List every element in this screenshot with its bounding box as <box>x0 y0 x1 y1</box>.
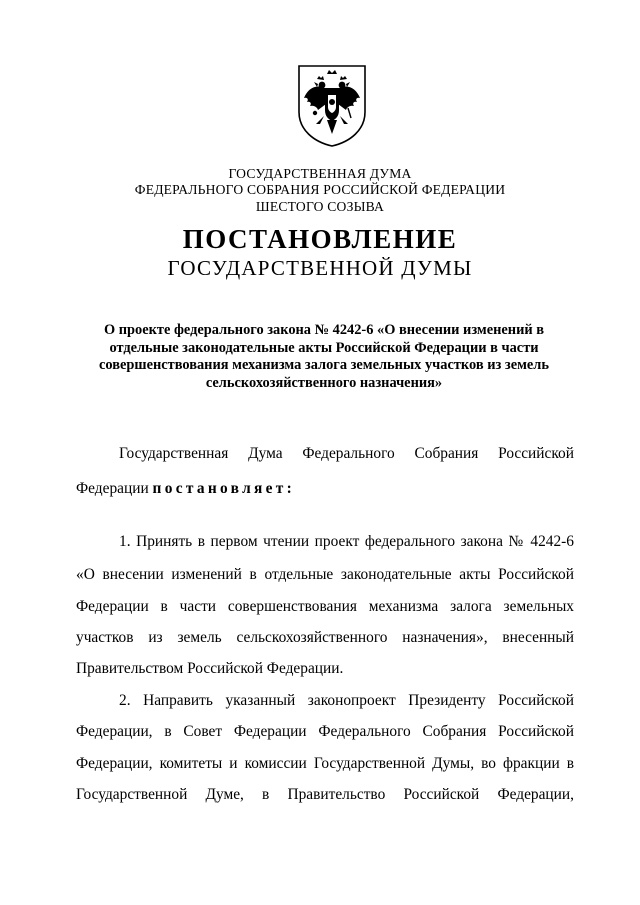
item2-line-2: Федерации, в Совет Федерации Федерального Собрания Российской <box>76 723 574 740</box>
preamble-start: Федерации <box>76 480 153 497</box>
preamble-line-2 <box>76 481 574 496</box>
subject-line-4: сельскохозяйственного назначения» <box>205 374 443 391</box>
subject-line-1: О проекте федерального закона № 4242-6 «О внесении изменений в <box>103 322 545 338</box>
header-line-1: ГОСУДАРСТВЕННАЯ ДУМА <box>228 166 412 181</box>
item2-line-1: 2. Направить указанный законопроект Президенту Российской <box>119 692 574 709</box>
item2-line-4: Государственной Думе, в Правительство Российской Федерации, <box>76 786 574 803</box>
header-line-3: ШЕСТОГО СОЗЫВА <box>255 199 385 214</box>
double-headed-eagle-icon <box>296 64 368 148</box>
item1-line-2: «О внесении изменений в отдельные законодательные акты Российской <box>76 566 574 583</box>
item1-line-4: участков из земель сельскохозяйственного назначения», внесенный <box>76 629 574 646</box>
coat-of-arms-emblem <box>296 64 368 148</box>
item1-line-3: Федерации в части совершенствования механизма залога земельных <box>76 598 574 615</box>
header-line-2: ФЕДЕРАЛЬНОГО СОБРАНИЯ РОССИЙСКОЙ ФЕДЕРАЦИИ <box>134 182 506 197</box>
document-subtitle: ГОСУДАРСТВЕННОЙ ДУМЫ <box>167 256 473 280</box>
subject-line-2: отдельные законодательные акты Российской Федерации в части <box>109 339 539 356</box>
item1-line-5: Правительством Российской Федерации. <box>76 660 344 677</box>
decree-word: постановляет: <box>152 480 296 497</box>
document-title: ПОСТАНОВЛЕНИЕ <box>182 224 458 254</box>
item2-line-3: Федерации, комитеты и комиссии Государственной Думы, во фракции в <box>76 755 574 772</box>
subject-line-3: совершенствования механизма залога земельных участков из земель <box>99 357 549 373</box>
resolution-subject <box>80 322 568 392</box>
item1-line-1: 1. Принять в первом чтении проект федерального закона № 4242-6 <box>119 533 574 550</box>
preamble-line-1: Государственная Дума Федерального Собрания Российской <box>119 445 574 462</box>
